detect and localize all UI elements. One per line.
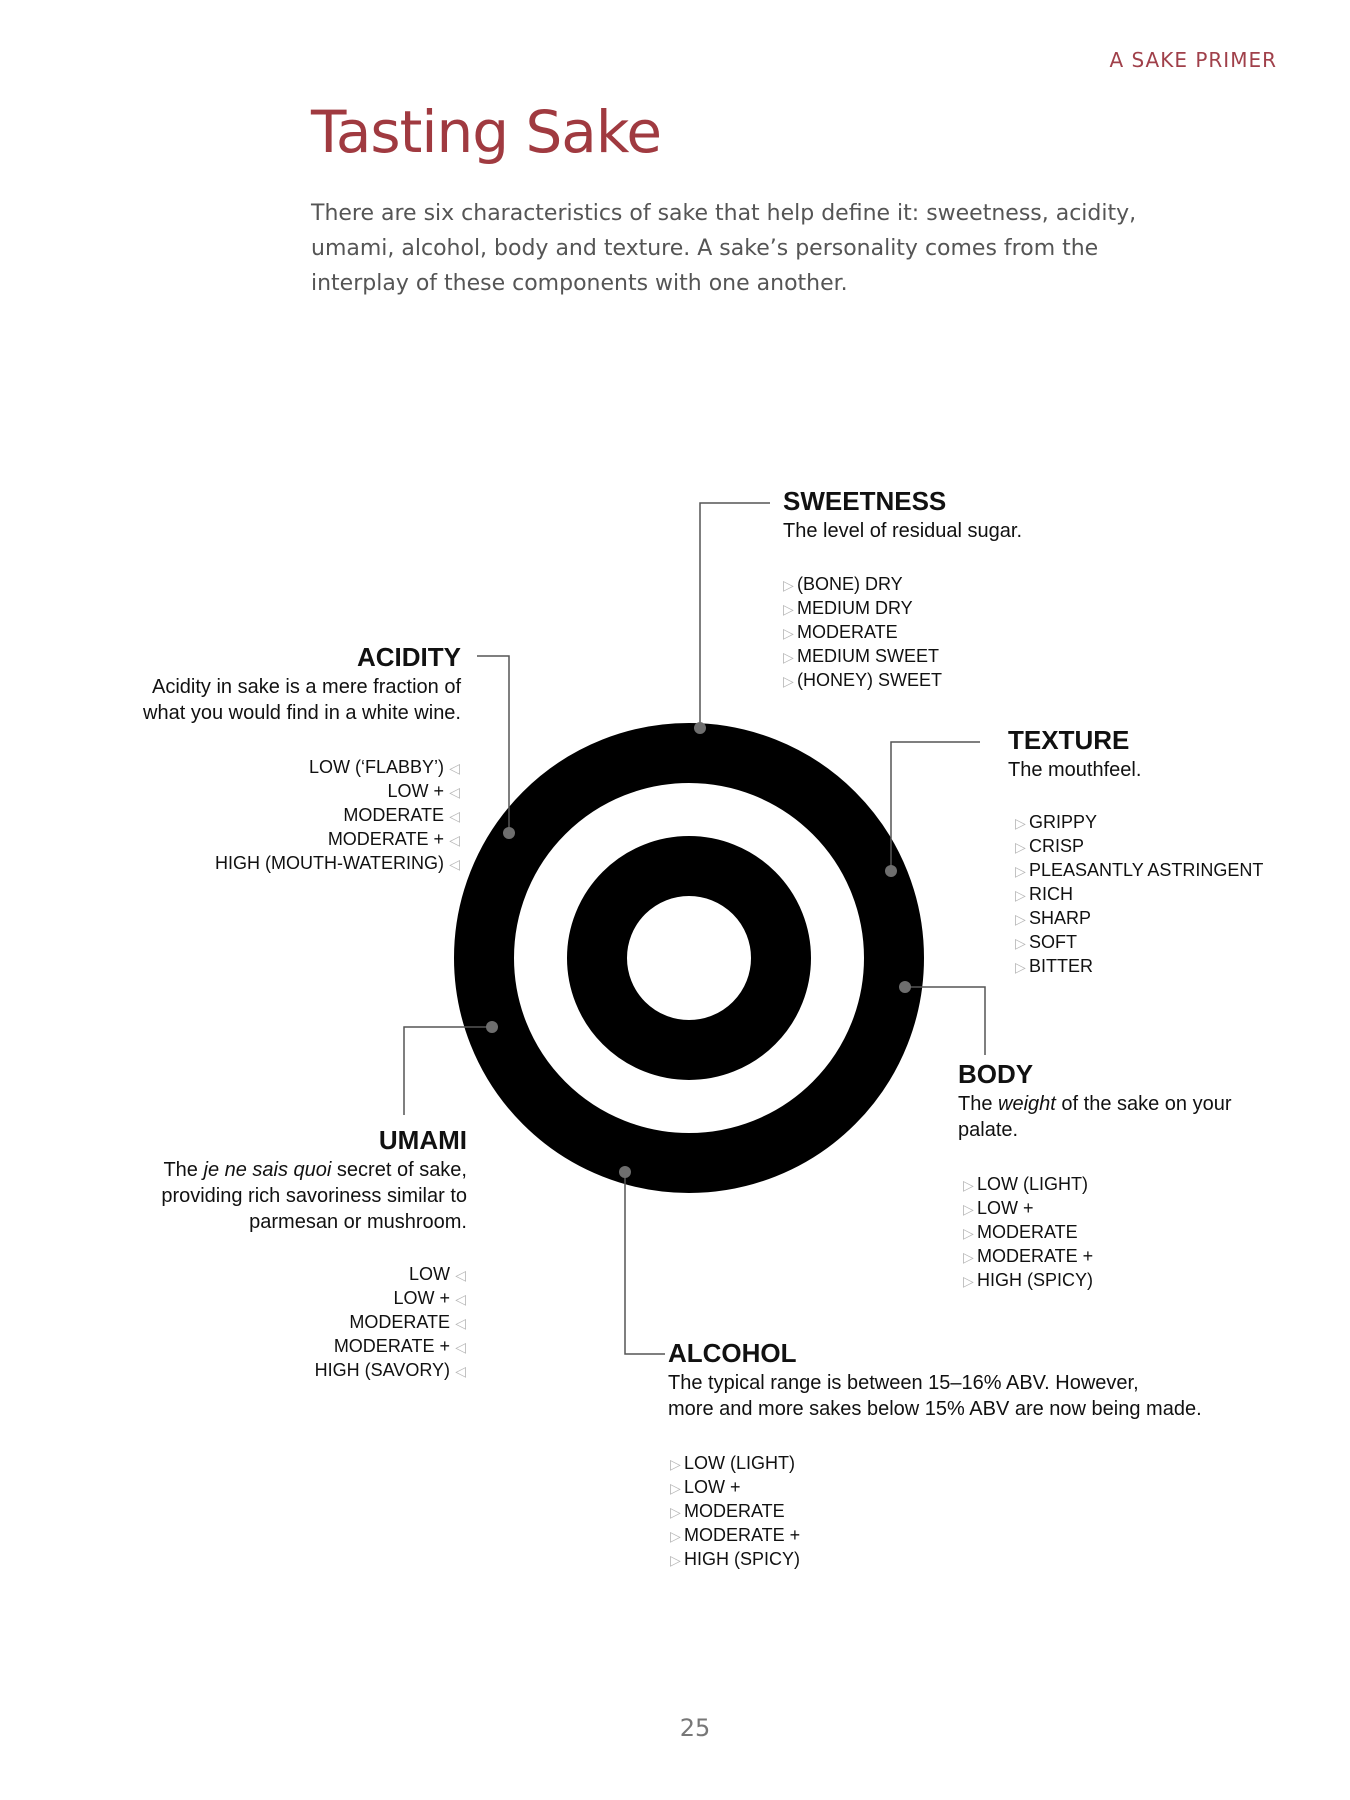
bullet-icon: ◁ xyxy=(455,1291,466,1307)
bullet-icon: ◁ xyxy=(449,832,460,848)
acidity-levels xyxy=(215,756,460,876)
bullet-icon: ◁ xyxy=(449,760,460,776)
bullet-icon: ▷ xyxy=(670,1504,681,1520)
list-item: MODERATE + ◁ xyxy=(215,828,460,852)
list-item: ▷ RICH xyxy=(1015,883,1263,907)
umami-heading: UMAMI xyxy=(378,1125,467,1155)
list-item: ▷ HIGH (SPICY) xyxy=(963,1269,1093,1293)
sweetness-block xyxy=(783,486,1022,544)
list-item: LOW + ◁ xyxy=(315,1287,466,1311)
bullet-icon: ▷ xyxy=(1015,863,1026,879)
bullet-icon: ▷ xyxy=(1015,815,1026,831)
bullet-icon: ▷ xyxy=(670,1480,681,1496)
acidity-dot xyxy=(503,827,515,839)
list-item: ▷ MODERATE xyxy=(963,1221,1093,1245)
bullet-icon: ▷ xyxy=(783,577,794,593)
texture-leader xyxy=(891,742,980,871)
page-title: Tasting Sake xyxy=(311,98,662,166)
bullet-icon: ▷ xyxy=(1015,959,1026,975)
alcohol-description: The typical range is between 15–16% ABV. However, more and more sakes below 15% ABV are now being made. xyxy=(668,1372,1202,1420)
bullet-icon: ◁ xyxy=(449,784,460,800)
bullet-icon: ▷ xyxy=(783,601,794,617)
bullet-icon: ▷ xyxy=(783,673,794,689)
bullet-icon: ▷ xyxy=(670,1552,681,1568)
bullet-icon: ▷ xyxy=(1015,839,1026,855)
list-item: MODERATE + ◁ xyxy=(315,1335,466,1359)
list-item: HIGH (SAVORY) ◁ xyxy=(315,1359,466,1383)
acidity-leader xyxy=(477,656,509,833)
list-item: ▷ LOW (LIGHT) xyxy=(963,1173,1093,1197)
bullet-icon: ▷ xyxy=(963,1273,974,1289)
list-item: ▷ HIGH (SPICY) xyxy=(670,1548,800,1572)
bullet-icon: ▷ xyxy=(963,1249,974,1265)
texture-levels xyxy=(1015,811,1263,979)
bullet-icon: ▷ xyxy=(963,1225,974,1241)
bullet-icon: ▷ xyxy=(670,1528,681,1544)
list-item: HIGH (MOUTH-WATERING) ◁ xyxy=(215,852,460,876)
list-item: ▷ PLEASANTLY ASTRINGENT xyxy=(1015,859,1263,883)
acidity-desc-line2: what you would find in a white wine. xyxy=(143,702,461,724)
umami-levels xyxy=(315,1263,466,1383)
bullet-icon: ◁ xyxy=(455,1339,466,1355)
sweetness-heading: SWEETNESS xyxy=(783,486,947,516)
bullet-icon: ◁ xyxy=(455,1267,466,1283)
bullet-icon: ◁ xyxy=(455,1363,466,1379)
texture-description: The mouthfeel. xyxy=(1008,759,1142,781)
list-item: MODERATE ◁ xyxy=(315,1311,466,1335)
section-header: A SAKE PRIMER xyxy=(1109,48,1277,72)
inner-ring xyxy=(597,866,781,1050)
texture-dot xyxy=(885,865,897,877)
bullet-icon: ◁ xyxy=(455,1315,466,1331)
bullet-icon: ▷ xyxy=(783,625,794,641)
umami-block xyxy=(47,1125,467,1235)
list-item: ▷ GRIPPY xyxy=(1015,811,1263,835)
bullet-icon: ▷ xyxy=(963,1177,974,1193)
alcohol-levels xyxy=(670,1452,800,1572)
bullet-icon: ▷ xyxy=(1015,911,1026,927)
bullet-icon: ▷ xyxy=(1015,935,1026,951)
list-item: ▷ (HONEY) SWEET xyxy=(783,669,942,693)
alcohol-block xyxy=(668,1338,1202,1422)
outer-ring xyxy=(484,753,894,1163)
list-item: ▷ SHARP xyxy=(1015,907,1263,931)
list-item: ▷ LOW (LIGHT) xyxy=(670,1452,800,1476)
texture-heading: TEXTURE xyxy=(1008,725,1130,755)
list-item: ▷ MODERATE xyxy=(783,621,942,645)
acidity-heading: ACIDITY xyxy=(357,642,461,672)
list-item: ▷ SOFT xyxy=(1015,931,1263,955)
intro-paragraph: There are six characteristics of sake that help define it: sweetness, acidity, umami, alcohol, body and texture. A sake’s personality comes from the interplay of these components with one another. xyxy=(311,201,1137,296)
list-item: LOW (‘FLABBY’) ◁ xyxy=(215,756,460,780)
alcohol-heading: ALCOHOL xyxy=(668,1338,797,1368)
bullet-icon: ▷ xyxy=(963,1201,974,1217)
acidity-desc-line1: Acidity in sake is a mere fraction of xyxy=(151,676,461,698)
umami-dot xyxy=(486,1021,498,1033)
list-item: LOW ◁ xyxy=(315,1263,466,1287)
bullet-icon: ▷ xyxy=(1015,887,1026,903)
bullet-icon: ▷ xyxy=(783,649,794,665)
acidity-block xyxy=(41,642,461,726)
body-block xyxy=(958,1059,1232,1143)
body-dot xyxy=(899,981,911,993)
list-item: ▷ MODERATE xyxy=(670,1500,800,1524)
body-heading: BODY xyxy=(958,1059,1034,1089)
list-item: ▷ LOW + xyxy=(963,1197,1093,1221)
page-number: 25 xyxy=(679,1714,711,1742)
bullet-icon: ▷ xyxy=(670,1456,681,1472)
list-item: ▷ MODERATE + xyxy=(963,1245,1093,1269)
list-item: ▷ CRISP xyxy=(1015,835,1263,859)
list-item: MODERATE ◁ xyxy=(215,804,460,828)
acidity-description xyxy=(41,674,461,726)
bullet-icon: ◁ xyxy=(449,856,460,872)
bullet-icon: ◁ xyxy=(449,808,460,824)
list-item: ▷ MEDIUM DRY xyxy=(783,597,942,621)
texture-block xyxy=(1008,725,1141,783)
umami-description: The je ne sais quoi secret of sake, providing rich savoriness similar to parmesan or mushroom. xyxy=(161,1159,467,1233)
list-item: ▷ MODERATE + xyxy=(670,1524,800,1548)
alcohol-dot xyxy=(619,1166,631,1178)
alcohol-leader xyxy=(625,1172,665,1354)
sweetness-description: The level of residual sugar. xyxy=(783,520,1023,542)
list-item: ▷ LOW + xyxy=(670,1476,800,1500)
list-item: ▷ BITTER xyxy=(1015,955,1263,979)
body-description: The weight of the sake on your palate. xyxy=(958,1093,1232,1141)
sweetness-leader xyxy=(700,503,770,728)
sweetness-levels xyxy=(783,573,942,693)
list-item: ▷ (BONE) DRY xyxy=(783,573,942,597)
list-item: LOW + ◁ xyxy=(215,780,460,804)
sweetness-dot xyxy=(694,722,706,734)
body-levels xyxy=(963,1173,1093,1293)
list-item: ▷ MEDIUM SWEET xyxy=(783,645,942,669)
